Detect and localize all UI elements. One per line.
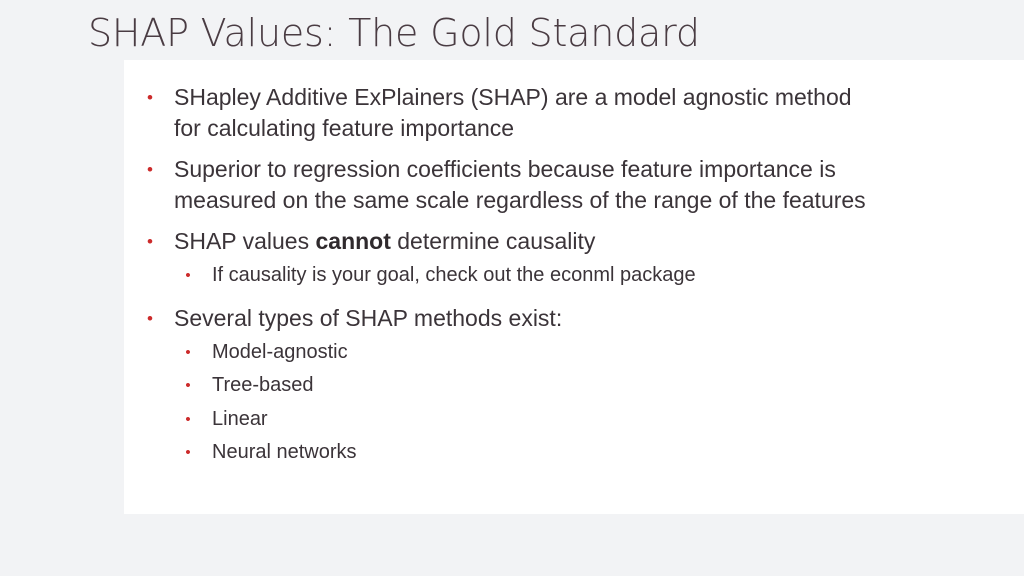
bullet-marker: • (147, 160, 153, 179)
slide-title: SHAP Values: The Gold Standard (88, 11, 700, 55)
bullet-text: Several types of SHAP methods exist: (174, 304, 563, 331)
sub-bullet-list (174, 259, 882, 293)
bullet-shap-types (142, 303, 882, 470)
sub-bullet-text: Linear (212, 407, 268, 430)
sub-bullet-marker: • (185, 267, 191, 284)
sub-bullet-linear (174, 403, 882, 437)
sub-bullet-text: Tree-based (212, 374, 314, 396)
bullet-emphasis: cannot (315, 228, 391, 254)
sub-bullet-marker: • (185, 343, 191, 361)
bullet-text-before: SHAP values (174, 228, 316, 254)
sub-bullet-marker: • (185, 410, 191, 428)
sub-bullet-list (174, 336, 882, 470)
sub-bullet-text: Model-agnostic (212, 340, 348, 363)
sub-bullet-marker: • (185, 377, 191, 394)
bullet-list (142, 82, 882, 470)
bullet-shap-definition (142, 82, 882, 144)
bullet-superior-to-regression (142, 154, 882, 216)
sub-bullet-model-agnostic (174, 336, 882, 370)
sub-bullet-text: If causality is your goal, check out the econml package (212, 264, 696, 286)
bullet-text: SHapley Additive ExPlainers (SHAP) are a model agnostic method for calculating feature importance (174, 84, 852, 141)
bullet-text: Superior to regression coefficients because feature importance is measured on the same scale regardless of the range of the features (174, 156, 866, 213)
bullet-marker: • (147, 88, 153, 107)
sub-bullet-neural-networks (174, 436, 882, 470)
sub-bullet-marker: • (185, 444, 191, 461)
content-panel (124, 60, 1024, 514)
bullet-text-after: determine causality (390, 228, 596, 254)
bullet-marker: • (147, 308, 153, 328)
sub-bullet-text: Neural networks (212, 441, 357, 463)
bullet-causality (142, 226, 882, 293)
sub-bullet-tree-based (174, 369, 882, 403)
sub-bullet-econml (174, 259, 882, 293)
bullet-marker: • (147, 232, 153, 251)
